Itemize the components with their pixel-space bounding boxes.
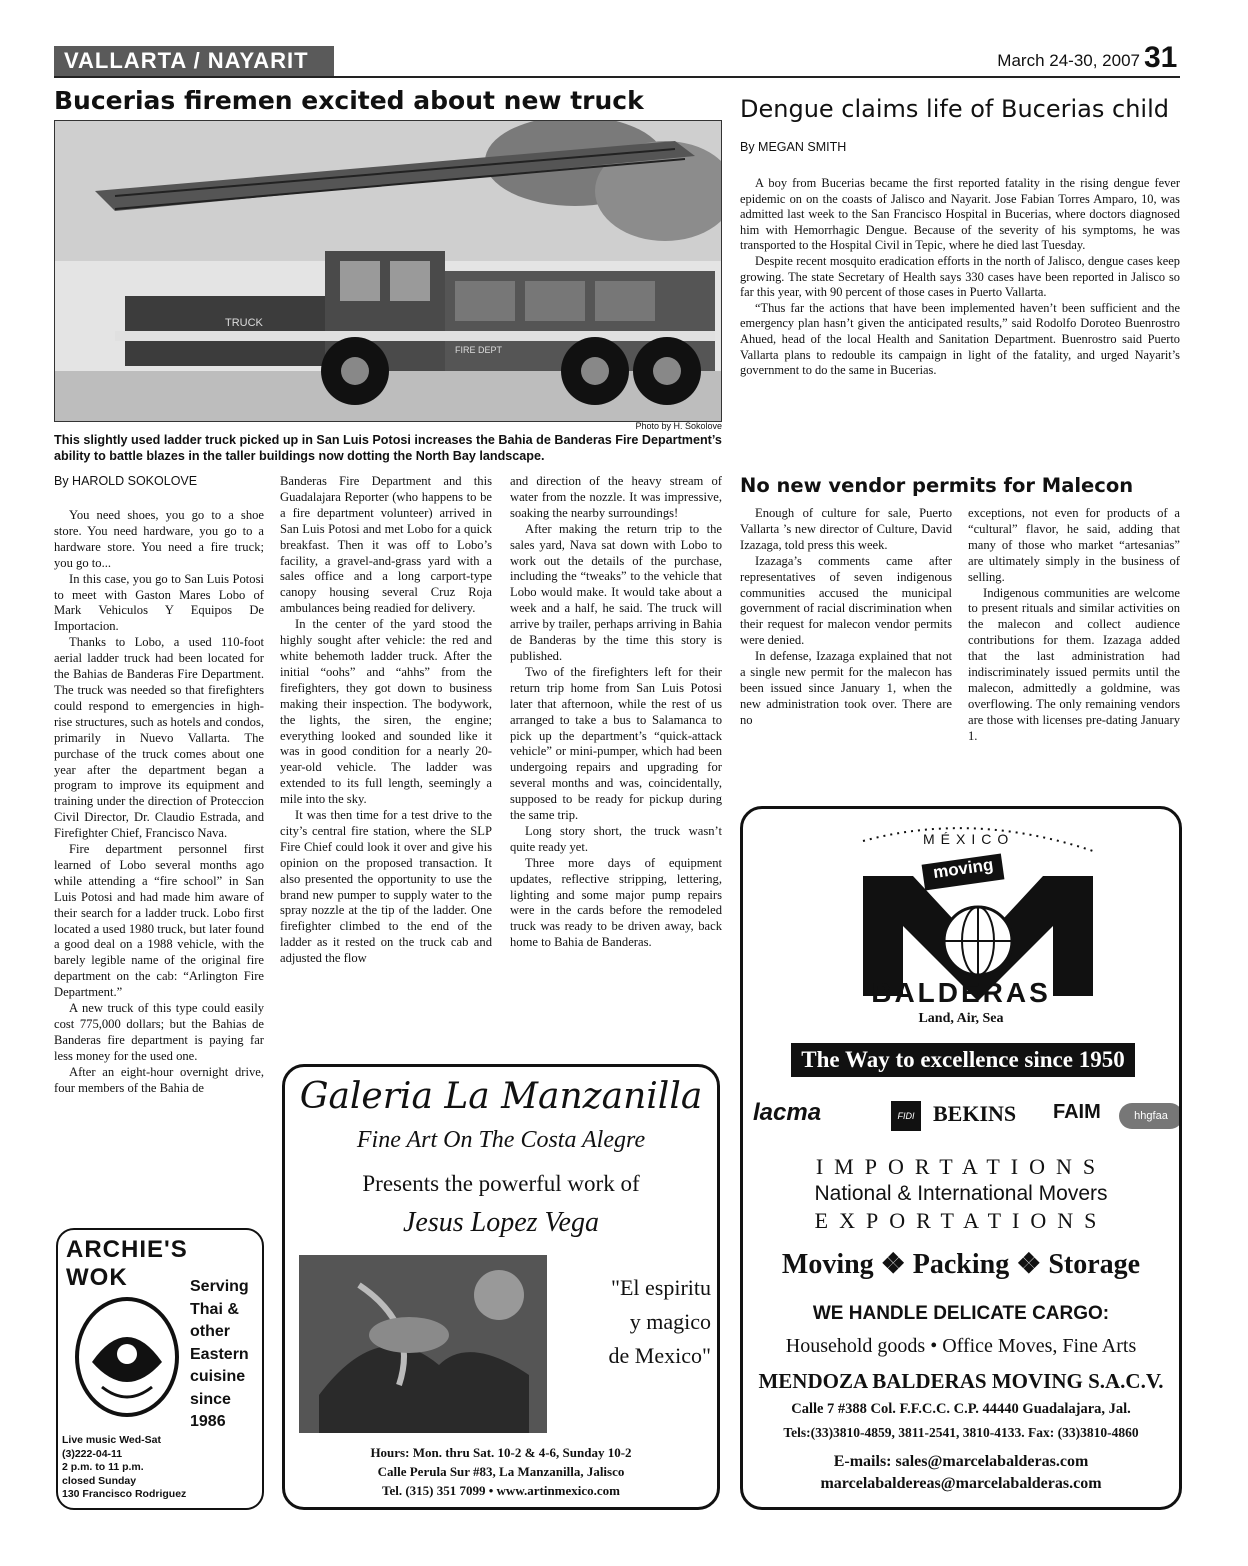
truck-label: TRUCK (225, 317, 263, 329)
mm-movers: National & International Movers (814, 1182, 1108, 1205)
article3-column1 (740, 506, 952, 729)
gallery-name: Galeria La Manzanilla (299, 1076, 703, 1117)
partner-fidi: FIDI (891, 1101, 921, 1131)
mm-email-sales: E-mails: sales@marcelabalderas.com (833, 1453, 1089, 1470)
paragraph: In defense, Izazaga explained that not a single new permit for the malecon has been issued since January 1, when the new administration took over. There are no (740, 649, 952, 727)
paragraph: In the center of the yard stood the highly sought after vehicle: the red and white behemoth ladder truck. After the initial “oohs” and “ahhs” from the firefighters, they got down to business making their inspection. The bodywork, the lights, the siren, the engine; everything looked and sounded like it was in good condition for a nearly 20-year-old vehicle. The ladder was extended to its full length, seemingly a mile into the sky. (280, 617, 492, 807)
issue-date: March 24-30, 2007 (997, 51, 1140, 70)
paragraph: Fire department personnel first learned of Lobo several months ago while attending a “fire school” in San Luis Potosi and had made him aware of their search for a ladder truck. Lobo first located a used 1980 truck, but later found a good deal on a 1988 vehicle, with the barely legible name of the original fire department on the cab: “Arlington Fire Department.” (54, 842, 264, 1000)
gallery-contact: Tel. (315) 351 7099 • www.artinmexico.com (381, 1483, 621, 1498)
paragraph: A new truck of this type could easily cost 775,000 dollars; but the Bahias de Banderas fire department is paying far less money for the used one. (54, 1001, 264, 1063)
paragraph: Three more days of equipment updates, reflective stripping, lettering, lighting and some major pump repairs were in the cards before the remodeled truck was ready to be driven away, back home to Bahia de Banderas. (510, 855, 722, 950)
wok-info-line: closed Sunday (62, 1474, 137, 1487)
section-tag: VALLARTA / NAYARIT (54, 46, 334, 76)
wok-name-line2: WOK (66, 1264, 128, 1291)
partner-hhgfaa: hhgfaa (1119, 1103, 1182, 1129)
wok-tagline (190, 1276, 249, 1434)
headline-vendor-permits: No new vendor permits for Malecon (740, 474, 1134, 497)
gallery-artwork (299, 1255, 547, 1433)
fire-truck-illustration (55, 121, 722, 422)
paragraph: It was then time for a test drive to the city’s central fire station, where the SLP Fire Chief could look it over and give his opinion on the proposed transaction. It also presented the opportunity to use the brand new pumper to supply water to the spray nozzle at the tip of the ladder. One firefighter climbed to the end of the ladder as it rested on the truck cab and adjusted the flow (280, 808, 492, 966)
article1-column1 (54, 508, 264, 1097)
mm-mexico: MÉXICO (923, 831, 1015, 847)
wok-tagline-line: since (190, 1390, 231, 1408)
gallery-hours: Hours: Mon. thru Sat. 10-2 & 4-6, Sunday 10-2 (370, 1445, 632, 1460)
gallery-quote-line: de Mexico" (608, 1343, 711, 1368)
mm-services: Moving ❖ Packing ❖ Storage (781, 1249, 1141, 1280)
paragraph: Two of the firefighters left for their return trip home from San Luis Potosi later that afternoon, while the rest of us arranged to take a bus to Salamanca to pick up the department’s “quick-attack vehicle” or mini-pumper, which had been undergoing repairs and upgrading for several months and was, coincidentally, supposed to be ready for pickup during the same trip. (510, 664, 722, 823)
paragraph: Indigenous communities are welcome to present rituals and similar activities on the malecon and collect audience contributions for them. Izazaga added that the last administration had indiscriminately issued permits until the malecon, admittedly a goldmine, was overflowing. The only remaining vendors are those with licenses pre-dating January 1. (968, 585, 1180, 743)
wok-tagline-line: Serving (190, 1278, 249, 1295)
partner-lacma: lacma (753, 1099, 822, 1126)
paragraph: A boy from Bucerias became the first reported fatality in the rising dengue fever epidemic on on the coasts of Jalisco and Nayarit. Jose Fabian Torres Amparo, 10, was admitted last week to the San Francisco Hospital in Bucerias, where doctors diagnosed him with Hemorrhagic Dengue. Because of the severity of his symptoms, he was transported to the Hospital Civil in Tepic, where he died last Tuesday. (740, 176, 1180, 253)
ad-mendoza-balderas-moving (740, 806, 1182, 1510)
wok-info-line: 2 p.m. to 11 p.m. (62, 1461, 144, 1473)
wok-name-line1: ARCHIE'S (66, 1236, 188, 1263)
paragraph: exceptions, not even for products of a “cultural” flavor, he said, adding that many of those who market “artesanias” are ultimately simply in the business of selling. (968, 506, 1180, 584)
mm-phones: Tels:(33)3810-4859, 3811-2541, 3810-4133. Fax: (33)3810-4860 (783, 1425, 1139, 1440)
mm-slogan: The Way to excellence since 1950 (791, 1043, 1135, 1077)
fire-truck-photo (54, 120, 722, 422)
wok-tagline-line: other (190, 1323, 230, 1340)
ad-archies-wok (56, 1228, 264, 1510)
gallery-quote (551, 1271, 711, 1373)
mm-company: MENDOZA BALDERAS MOVING S.A.C.V. (758, 1369, 1164, 1393)
paragraph: In this case, you go to San Luis Potosi to meet with Gaston Mares Lobo of Mark Vehiculos Y Equipos De Importacion. (54, 571, 264, 634)
wok-tagline-line: Eastern (190, 1345, 249, 1363)
paragraph: Thanks to Lobo, a used 110-foot aerial ladder truck had been located for the Bahias de Banderas Fire Department. The truck was needed so that firefighters could respond to emergencies in high-rise structures, such as hotels and condos, primarily in Nuevo Vallarta. The purchase of the truck comes about one year after the department began a program to improve its equipment and training under the direction of Proteccion Civil Director, Dr. Claudio Estrada, and Firefighter Chief, Francisco Nava. (54, 635, 264, 841)
byline-sokolove: By HAROLD SOKOLOVE (54, 474, 198, 488)
gallery-presents: Presents the powerful work of (362, 1171, 640, 1196)
wok-info-line: (3)222-04-11 (62, 1447, 123, 1460)
wok-logo-icon (72, 1292, 182, 1422)
byline-smith: By MEGAN SMITH (740, 140, 847, 154)
gallery-quote-line: "El espiritu (610, 1275, 711, 1300)
paragraph: Despite recent mosquito eradication efforts in the north of Jalisco, dengue cases keep growing. The state Secretary of Health says 330 cases have been reported in Jalisco so far this year, with 90 percent of those cases in Puerto Vallarta. (740, 253, 1180, 300)
mm-importations: IMPORTATIONS (815, 1154, 1107, 1179)
article2-body (740, 176, 1180, 379)
paragraph: Enough of culture for sale, Puerto Vallarta ’s new director of Culture, David Izazaga, told press this week. (740, 506, 952, 552)
truck-dept-label: FIRE DEPT (455, 345, 503, 355)
gallery-address: Calle Perula Sur #83, La Manzanilla, Jalisco (377, 1464, 625, 1479)
mm-land-air-sea: Land, Air, Sea (918, 1011, 1004, 1026)
wok-info-line: 130 Francisco Rodriguez (62, 1488, 187, 1500)
paragraph: You need shoes, you go to a shoe store. You need hardware, you go to a hardware store. You need a fire truck; you go to... (54, 508, 264, 570)
article1-column3 (510, 474, 722, 951)
gallery-info (285, 1443, 717, 1500)
photo-credit: Photo by H. Sokolove (635, 421, 722, 431)
mm-email-2: marcelabaldereas@marcelabalderas.com (820, 1475, 1102, 1492)
paragraph: After making the return trip to the sales yard, Nava sat down with Lobo to work out the details of the purchase, including the “tweaks” to the vehicle that Lobo would make. It would take about a week and a half, he said. The truck will arrive by trailer, perhaps arriving in Bahia de Banderas by the time this story is published. (510, 521, 722, 663)
mm-moving-label: moving (931, 854, 995, 883)
partner-bekins: BEKINS (933, 1101, 1017, 1126)
artwork-image (299, 1255, 547, 1433)
gallery-artist: Jesus Lopez Vega (403, 1207, 599, 1238)
ad-galeria-la-manzanilla (282, 1064, 720, 1510)
paragraph: After an eight-hour overnight drive, four members of the Bahia de (54, 1064, 264, 1095)
page-number: 31 (1144, 41, 1178, 74)
paragraph: “Thus far the actions that have been implemented haven’t been sufficient and the emergency plan hasn’t given the anticipated results,” said Rodolfo Doroteo Buenrostro Ahued, head of the local Health and Sanitation Department. Buenrostro said Puerto Vallarta plans to redouble its campaign in light of the fatality, and urged Nayarit’s government to do the same in Bucerias. (740, 300, 1180, 378)
paragraph: and direction of the heavy stream of water from the nozzle. It was impressive, soaking the nearby surroundings! (510, 474, 722, 520)
paragraph: Izazaga’s comments came after representatives of seven indigenous communities accused the municipal government of racial discrimination when their request for malecon vendor permits were denied. (740, 553, 952, 648)
gallery-quote-line: y magico (629, 1309, 711, 1334)
mm-partner-logos (753, 1099, 1173, 1135)
wok-tagline-line: cuisine (190, 1368, 246, 1385)
wok-info-line: Live music Wed-Sat (62, 1434, 162, 1446)
article1-column2 (280, 474, 492, 967)
mm-exportations: EXPORTATIONS (814, 1208, 1108, 1233)
partner-faim: FAIM (1053, 1101, 1101, 1123)
wok-tagline-line: 1986 (190, 1413, 226, 1430)
photo-caption: This slightly used ladder truck picked up in San Luis Potosi increases the Bahia de Banderas Fire Department’s ability to battle blazes in the taller buildings now dotting the North Bay landscape. (54, 433, 722, 463)
mm-brand: BALDERAS (871, 977, 1051, 1008)
wok-tagline-line: Thai & (190, 1300, 239, 1318)
mm-address: Calle 7 #388 Col. F.F.C.C. C.P. 44440 Guadalajara, Jal. (791, 1401, 1131, 1417)
headline-fire-truck: Bucerias firemen excited about new truck (54, 86, 644, 115)
mm-goods: Household goods • Office Moves, Fine Arts (785, 1335, 1137, 1357)
gallery-subtitle: Fine Art On The Costa Alegre (356, 1127, 646, 1153)
headline-dengue: Dengue claims life of Bucerias child (740, 95, 1169, 123)
paragraph: Long story short, the truck wasn’t quite ready yet. (510, 823, 722, 854)
paragraph: Banderas Fire Department and this Guadalajara Reporter (who happens to be a fire department volunteer) arrived in San Luis Potosi and met Lobo for a quick breakfast. Then it was off to Lobo’s facility, a gravel-and-grass yard with a sales office and a long carport-type canopy housing several Cruz Roja ambulances being readied for delivery. (280, 474, 492, 616)
mm-cargo: WE HANDLE DELICATE CARGO: (812, 1303, 1110, 1324)
wok-info (62, 1434, 186, 1502)
article3-column2 (968, 506, 1180, 745)
header-rule (54, 76, 1180, 78)
